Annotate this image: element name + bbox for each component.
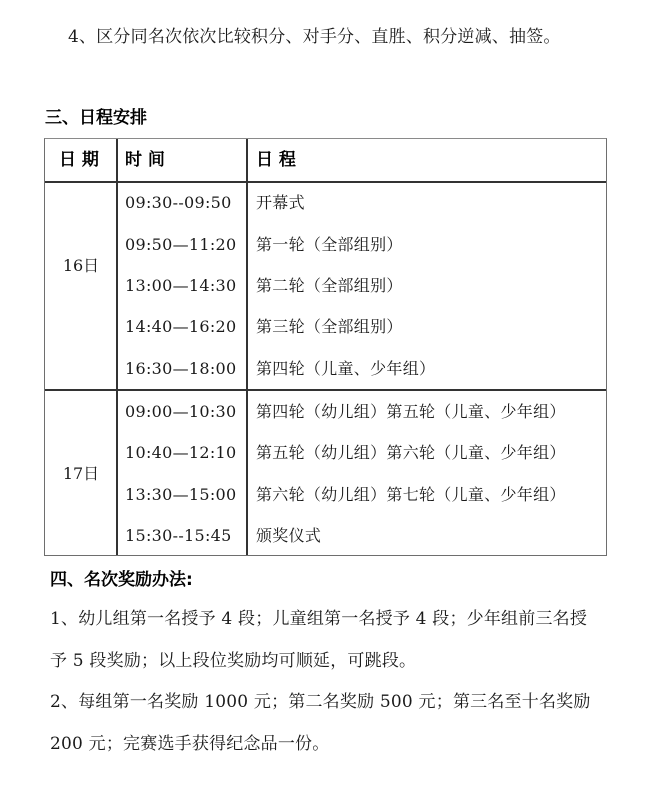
event-cell: 第五轮（幼儿组）第六轮（儿童、少年组） <box>256 443 566 462</box>
award-item-1-line-2: 予 5 段奖励；以上段位奖励均可顺延，可跳段。 <box>50 651 417 671</box>
rule-4-text: 4、区分同名次依次比较积分、对手分、直胜、积分逆减、抽签。 <box>68 27 561 47</box>
row-group-divider <box>45 389 606 391</box>
column-divider <box>116 139 118 555</box>
time-cell: 16:30—18:00 <box>125 359 237 378</box>
date-cell-17: 17日 <box>62 464 100 483</box>
event-cell: 第三轮（全部组别） <box>256 317 403 336</box>
header-time: 时 间 <box>125 150 165 170</box>
event-cell: 第六轮（幼儿组）第七轮（儿童、少年组） <box>256 485 566 504</box>
time-cell: 15:30--15:45 <box>125 526 232 545</box>
time-cell: 14:40—16:20 <box>125 317 237 336</box>
event-cell: 第二轮（全部组别） <box>256 276 403 295</box>
time-cell: 10:40—12:10 <box>125 443 237 462</box>
section-4-title: 四、名次奖励办法: <box>50 570 193 590</box>
event-cell: 第一轮（全部组别） <box>256 235 403 254</box>
date-cell-16: 16日 <box>62 256 100 275</box>
time-cell: 09:00—10:30 <box>125 402 237 421</box>
award-item-2-line-2: 200 元；完赛选手获得纪念品一份。 <box>50 734 330 754</box>
time-cell: 13:30—15:00 <box>125 485 237 504</box>
award-item-2-line-1: 2、每组第一名奖励 1000 元；第二名奖励 500 元；第三名至十名奖励 <box>50 692 591 712</box>
time-cell: 09:30--09:50 <box>125 193 232 212</box>
schedule-table <box>44 138 607 556</box>
event-cell: 开幕式 <box>256 193 305 212</box>
column-divider <box>246 139 248 555</box>
award-item-1-line-1: 1、幼儿组第一名授予 4 段；儿童组第一名授予 4 段；少年组前三名授 <box>50 609 588 629</box>
section-3-title: 三、日程安排 <box>45 108 147 128</box>
event-cell: 颁奖仪式 <box>256 526 322 545</box>
header-schedule: 日 程 <box>256 150 296 170</box>
time-cell: 13:00—14:30 <box>125 276 237 295</box>
time-cell: 09:50—11:20 <box>125 235 237 254</box>
event-cell: 第四轮（幼儿组）第五轮（儿童、少年组） <box>256 402 566 421</box>
header-date: 日 期 <box>59 150 99 170</box>
event-cell: 第四轮（儿童、少年组） <box>256 359 436 378</box>
